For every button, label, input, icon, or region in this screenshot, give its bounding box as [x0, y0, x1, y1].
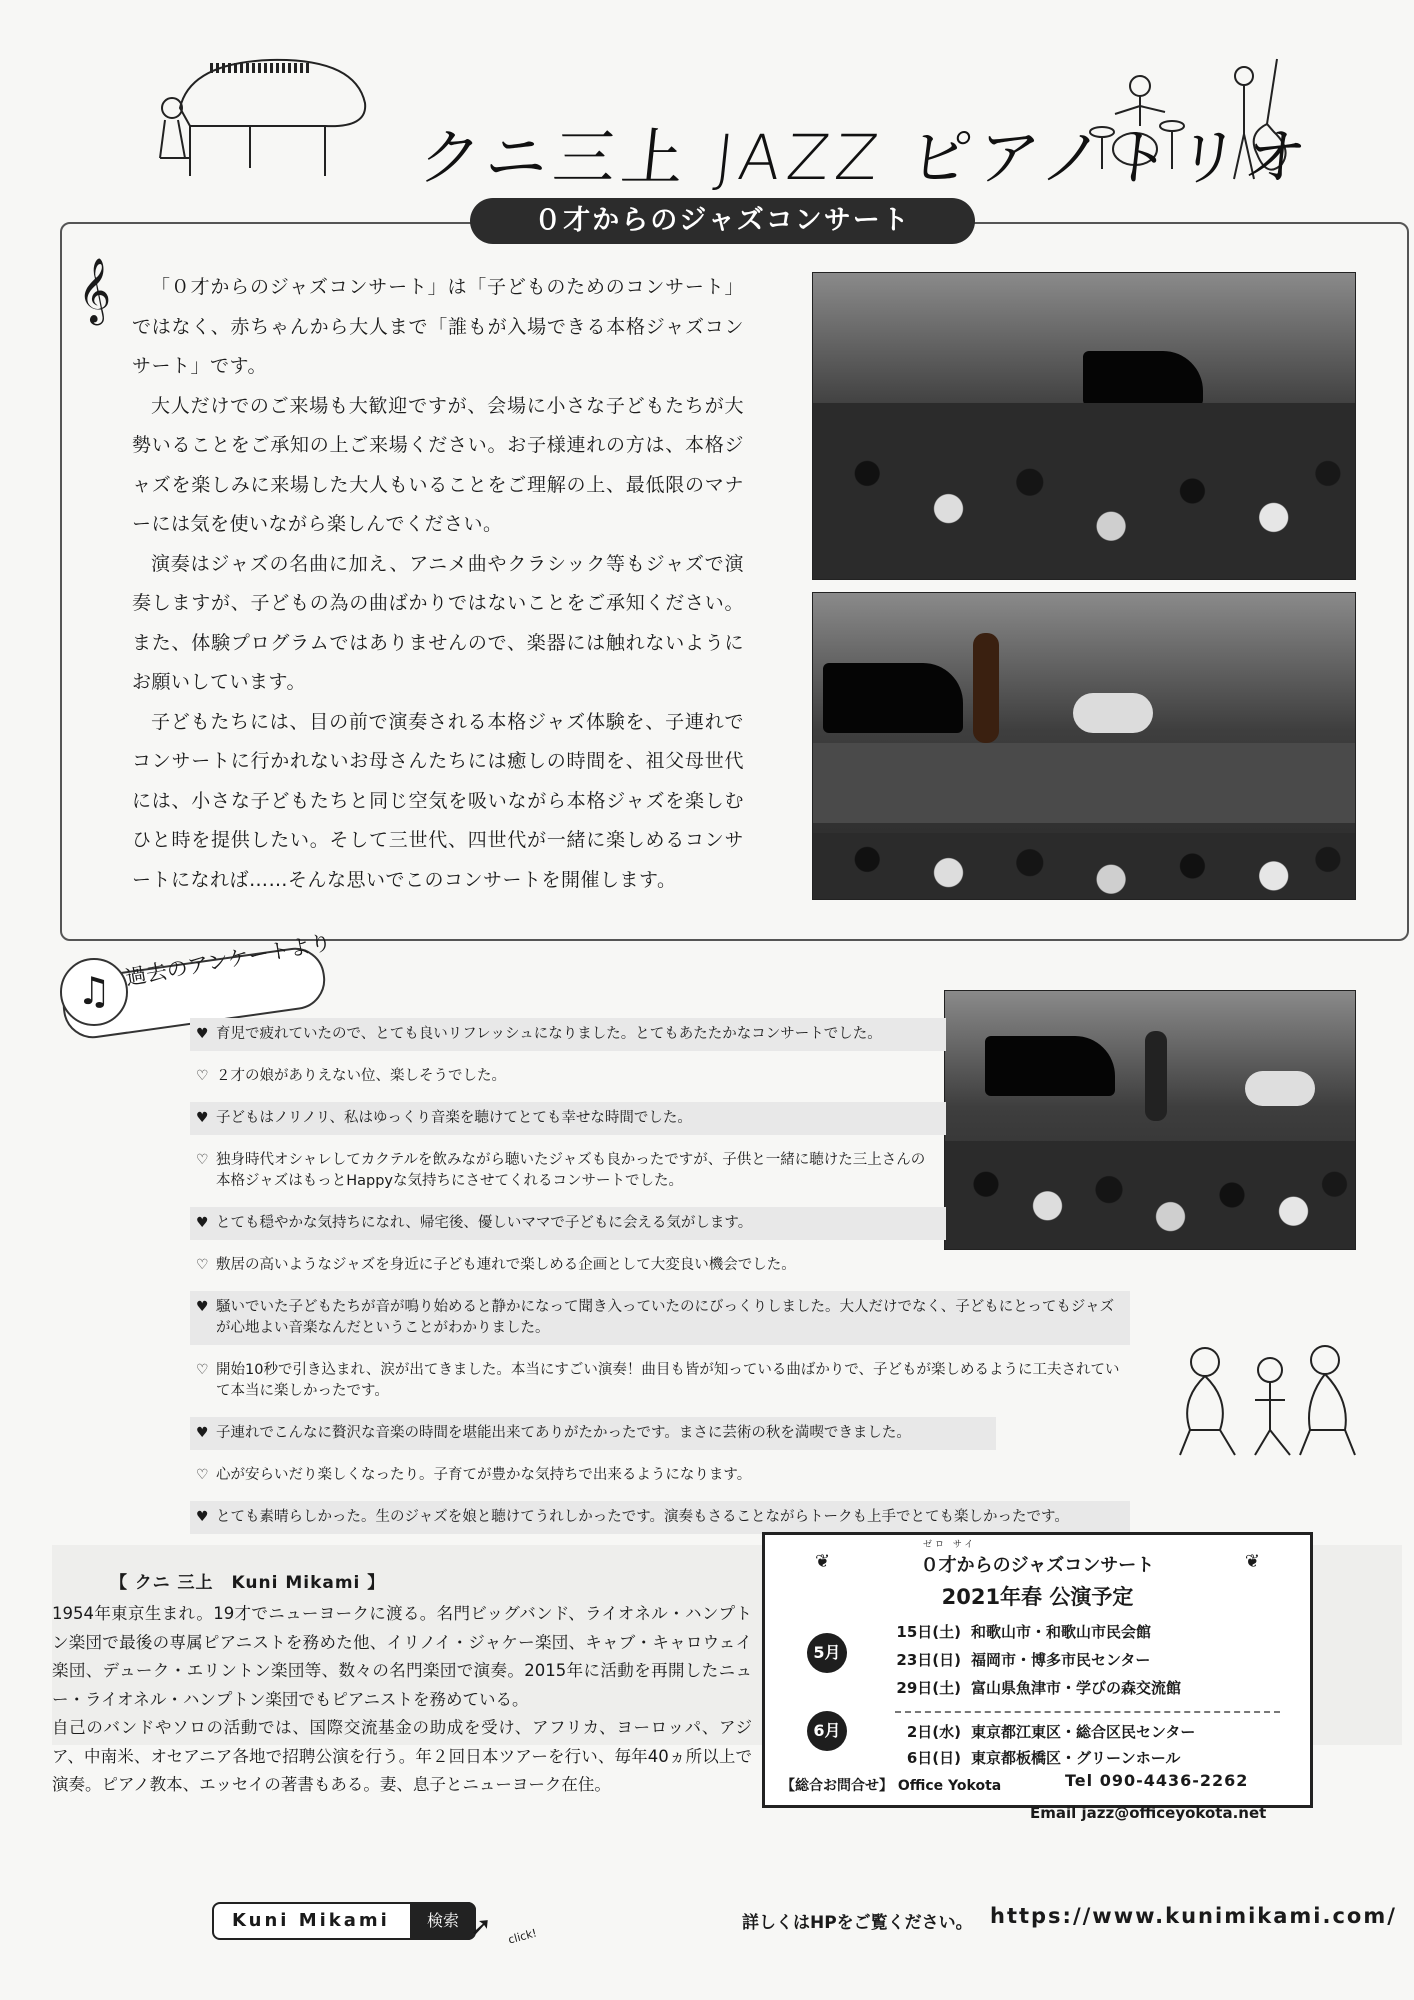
survey-comment: 独身時代オシャレしてカクテルを飲みながら聴いたジャズも良かったですが、子供と一緒に聴けた三上さんの本格ジャズはもっとHappyな気持ちにさせてくれるコンサートでした。 [216, 1152, 926, 1189]
intro-paragraph: 演奏はジャズの名曲に加え、アニメ曲やクラシック等もジャズで演奏しますが、子どもの為の曲ばかりではないことをご承知ください。また、体験プログラムではありませんので、楽器には触れないようにお願いしています。 [132, 552, 744, 693]
list-item [190, 1102, 946, 1135]
schedule-row [895, 1747, 1180, 1768]
list-item [190, 1060, 946, 1093]
title-ruby: ゼロ サイ [923, 1540, 977, 1550]
heart-outline-icon: ♡ [196, 1068, 209, 1084]
click-label: click! [506, 1926, 539, 1947]
event-date: 15日(土) [896, 1623, 961, 1641]
survey-label: 過去のアンケートより [123, 930, 334, 991]
event-venue: 東京都板橋区・グリーンホール [971, 1749, 1181, 1767]
list-item [190, 1417, 996, 1450]
heart-icon: ♥ [196, 1425, 209, 1441]
contact-tel: Tel 090-4436-2262 [1065, 1771, 1249, 1790]
survey-comment: 敷居の高いようなジャズを身近に子ども連れで楽しめる企画として大変良い機会でした。 [216, 1257, 796, 1273]
search-button[interactable]: 検索 [410, 1902, 476, 1940]
list-item [190, 1291, 1130, 1345]
treble-clef-icon: 𝄞 [78, 258, 112, 323]
divider [895, 1711, 1280, 1713]
event-venue: 東京都江東区・総合区民センター [971, 1723, 1196, 1741]
event-venue: 和歌山市・和歌山市民会館 [971, 1623, 1152, 1641]
website-url[interactable]: https://www.kunimikami.com/ [990, 1904, 1397, 1928]
heart-outline-icon: ♡ [196, 1362, 209, 1378]
bio-paragraph: 1954年東京生まれ。19才でニューヨークに渡る。名門ビッグバンド、ライオネル・ハンプトン楽団で最後の専属ピアニストを務めた他、イリノイ・ジャケー楽団、キャブ・キャロウェイ楽団、デューク・エリントン楽団等、数々の名門楽団で演奏。2015年に活動を再開したニュー・ライオネル・ハンプトン楽団でもピアニストを務めている。 [52, 1604, 752, 1709]
contact-email: Email jazz@officeyokota.net [1030, 1804, 1267, 1822]
survey-comment: 子どもはノリノリ、私はゆっくり音楽を聴けてとても幸せな時間でした。 [216, 1110, 692, 1126]
concert-photo-audience [812, 272, 1356, 580]
ornament-right-icon: ❦ [1244, 1551, 1260, 1572]
intro-paragraph: 子どもたちには、目の前で演奏される本格ジャズ体験を、子連れでコンサートに行かれないお母さんたちには癒しの時間を、祖父母世代には、小さな子どもたちと同じ空気を吸いながら本格ジャズを楽しむひと時を提供したい。そして三世代、四世代が一緒に楽しめるコンサートになれば……そんな思いでこのコンサートを開催します。 [132, 710, 744, 891]
bio-heading: 【 クニ 三上 Kuni Mikami 】 [110, 1573, 386, 1593]
schedule-row [895, 1621, 1151, 1642]
list-item [190, 1354, 1130, 1408]
heart-icon: ♥ [196, 1110, 209, 1126]
heart-icon: ♥ [196, 1026, 209, 1042]
event-date: 2日(水) [906, 1723, 961, 1741]
heart-icon: ♥ [196, 1509, 209, 1525]
contact-label: 【総合お問合せ】 Office Yokota [781, 1778, 1002, 1794]
event-venue: 富山県魚津市・学びの森交流館 [971, 1679, 1182, 1697]
survey-comment: 育児で疲れていたので、とても良いリフレッシュになりました。とてもあたたかなコンサートでした。 [216, 1026, 882, 1042]
month-badge-june: 6月 [807, 1711, 847, 1751]
concert-photo-stage [812, 592, 1356, 900]
intro-text [132, 268, 744, 900]
intro-paragraph: 大人だけでのご来場も大歓迎ですが、会場に小さな子どもたちが大勢いることをご承知の上ご来場ください。お子様連れの方は、本格ジャズを楽しみに来場した大人もいることをご理解の上、最低限のマナーには気を使いながら楽しんでください。 [132, 394, 744, 535]
survey-comment: ２才の娘がありえない位、楽しそうでした。 [216, 1068, 506, 1084]
music-note-icon: ♫ [60, 958, 128, 1026]
event-date: 29日(土) [896, 1679, 961, 1697]
heart-icon: ♥ [196, 1299, 209, 1315]
schedule-row [895, 1721, 1195, 1742]
survey-comment: 開始10秒で引き込まれ、涙が出てきました。本当にすごい演奏！曲目も皆が知っている曲ばかりで、子どもが楽しめるように工夫されていて本当に楽しかったです。 [216, 1362, 1120, 1399]
list-item [190, 1144, 946, 1198]
cursor-icon: ➚ [470, 1912, 492, 1942]
survey-comment: 子連れでこんなに贅沢な音楽の時間を堪能出来てありがたかったです。まさに芸術の秋を満喫できました。 [216, 1425, 911, 1441]
month-badge-may: 5月 [807, 1633, 847, 1673]
list-item [190, 1501, 1130, 1534]
concert-name-banner: ０才からのジャズコンサート [470, 198, 975, 244]
heart-icon: ♥ [196, 1215, 209, 1231]
survey-comment: 騒いでいた子どもたちが音が鳴り始めると静かになって聞き入っていたのにびっくりしました。大人だけでなく、子どもにとってもジャズが心地よい音楽なんだということがわかりました。 [216, 1299, 1115, 1336]
survey-comment: とても素晴らしかった。生のジャズを娘と聴けてうれしかったです。演奏もさることながらトークも上手でとても楽しかったです。 [216, 1509, 1069, 1525]
search-query: Kuni Mikami [232, 1910, 390, 1931]
schedule-subtitle: 2021年春 公演予定 [941, 1585, 1134, 1609]
schedule-title: ０才からのジャズコンサート [920, 1555, 1155, 1576]
list-item [190, 1249, 1130, 1282]
schedule-row [895, 1677, 1181, 1698]
bio-text [52, 1600, 752, 1800]
search-box[interactable] [212, 1902, 476, 1940]
list-item [190, 1207, 946, 1240]
heart-outline-icon: ♡ [196, 1152, 209, 1168]
survey-list [190, 1018, 1130, 1543]
survey-comment: とても穏やかな気持ちになれ、帰宅後、優しいママで子どもに会える気がします。 [216, 1215, 753, 1231]
heart-outline-icon: ♡ [196, 1467, 209, 1483]
header-title: クニ三上 JAZZ ピアノトリオ [415, 121, 1316, 194]
event-date: 23日(日) [896, 1651, 961, 1669]
heart-outline-icon: ♡ [196, 1257, 209, 1273]
schedule-box [762, 1532, 1313, 1808]
family-illustration-icon [1160, 1340, 1360, 1460]
event-venue: 福岡市・博多市民センター [971, 1651, 1151, 1669]
list-item [190, 1459, 996, 1492]
schedule-row [895, 1649, 1150, 1670]
pianist-illustration-icon [150, 48, 380, 178]
bio-paragraph: 自己のバンドやソロの活動では、国際交流基金の助成を受け、アフリカ、ヨーロッパ、アジア、中南米、オセアニア各地で招聘公演を行う。年２回日本ツアーを行い、毎年40ヵ所以上で演奏。ピアノ教本、エッセイの著書もある。妻、息子とニューヨーク在住。 [52, 1718, 752, 1794]
list-item [190, 1018, 946, 1051]
hp-note: 詳しくはHPをご覧ください。 [742, 1913, 973, 1933]
ornament-left-icon: ❦ [815, 1551, 831, 1572]
survey-comment: 心が安らいだり楽しくなったり。子育てが豊かな気持ちで出来るようになります。 [216, 1467, 752, 1483]
event-date: 6日(日) [906, 1749, 961, 1767]
intro-paragraph: 「０才からのジャズコンサート」は「子どものためのコンサート」ではなく、赤ちゃんから大人まで「誰もが入場できる本格ジャズコンサート」です。 [132, 276, 744, 377]
